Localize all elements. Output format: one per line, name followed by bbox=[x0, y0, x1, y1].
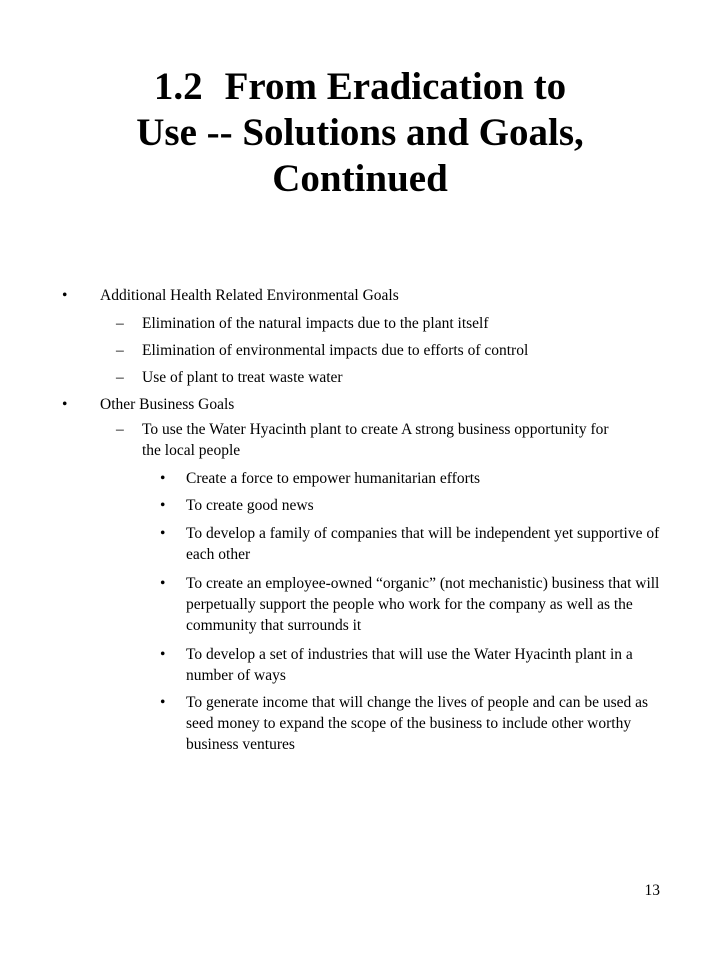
list-item bbox=[160, 468, 670, 489]
list-item-text: To use the Water Hyacinth plant to create A strong business opportunity for the local people bbox=[142, 421, 609, 459]
list-item-text: To develop a set of industries that will use the Water Hyacinth plant in a number of ways bbox=[186, 646, 633, 684]
bullet-marker: • bbox=[160, 470, 166, 487]
bullet-marker: • bbox=[160, 575, 166, 592]
list-item-text: Create a force to empower humanitarian efforts bbox=[186, 470, 481, 487]
title-line-3: Continued bbox=[272, 157, 448, 200]
dash-marker: – bbox=[116, 369, 124, 386]
bullet-marker: • bbox=[160, 646, 166, 663]
list-item bbox=[160, 495, 670, 516]
list-item bbox=[160, 692, 670, 755]
list-item-text: To develop a family of companies that will be independent yet supportive of each other bbox=[186, 525, 660, 563]
title-text-line-1: From Eradication to bbox=[224, 65, 567, 108]
bullet-marker: • bbox=[160, 694, 166, 711]
slide-title bbox=[40, 64, 680, 202]
title-line-2: Use -- Solutions and Goals, bbox=[136, 111, 584, 154]
list-item bbox=[160, 573, 670, 636]
list-item bbox=[116, 340, 676, 361]
list-item-text: To create good news bbox=[186, 497, 314, 514]
bullet-marker: • bbox=[160, 497, 166, 514]
bullet-marker: • bbox=[160, 525, 166, 542]
bullet-marker: • bbox=[62, 287, 68, 304]
list-item-text: Elimination of environmental impacts due to efforts of control bbox=[142, 342, 529, 359]
section-number: 1.2 bbox=[153, 65, 203, 108]
dash-marker: – bbox=[116, 315, 124, 332]
list-item bbox=[160, 523, 670, 565]
list-item bbox=[62, 394, 662, 415]
list-item-text: To generate income that will change the lives of people and can be used as seed money to expand the scope of the business to include other worthy business ventures bbox=[186, 694, 649, 753]
list-item bbox=[62, 285, 662, 306]
list-item-text: Additional Health Related Environmental Goals bbox=[100, 287, 399, 304]
page-number: 13 bbox=[644, 882, 660, 899]
list-item-text: Elimination of the natural impacts due to the plant itself bbox=[142, 315, 489, 332]
list-item bbox=[160, 644, 670, 686]
bullet-marker: • bbox=[62, 396, 68, 413]
list-item bbox=[116, 367, 676, 388]
list-item-text: Other Business Goals bbox=[100, 396, 235, 413]
list-item-text: To create an employee-owned “organic” (not mechanistic) business that will perpetually support the people who work for the company as well as the community that surrounds it bbox=[186, 575, 660, 634]
dash-marker: – bbox=[116, 421, 124, 438]
title-line-1 bbox=[40, 64, 680, 110]
list-item bbox=[116, 419, 626, 461]
dash-marker: – bbox=[116, 342, 124, 359]
list-item bbox=[116, 313, 676, 334]
list-item-text: Use of plant to treat waste water bbox=[142, 369, 343, 386]
